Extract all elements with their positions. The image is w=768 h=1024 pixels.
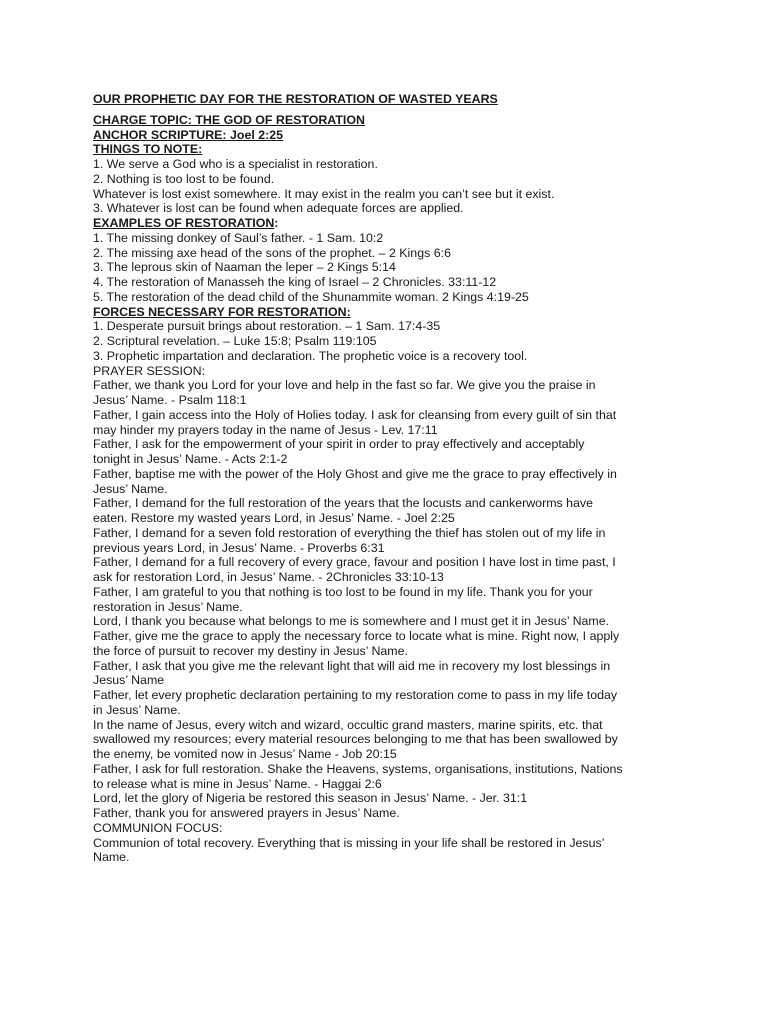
prayer-line: Father, let every prophetic declaration pertaining to my restoration come to pass in my life today xyxy=(93,688,618,702)
list-item: 2. Nothing is too lost to be found. xyxy=(93,171,275,186)
list-item: 4. The restoration of Manasseh the king of Israel – 2 Chronicles. 33:11-12 xyxy=(93,275,497,289)
forces-list xyxy=(93,319,683,363)
prayer-line: Jesus’ Name xyxy=(93,673,165,688)
prayer-line: Jesus’ Name. - Psalm 118:1 xyxy=(93,393,247,407)
examples-list xyxy=(93,231,683,305)
prayer-line: Father, I am grateful to you that nothing is too lost to be found in my life. Thank you for your xyxy=(93,584,593,599)
prayer-line: Father, I ask for full restoration. Shake the Heavens, systems, organisations, institutions, Nations xyxy=(93,761,623,776)
prayer-item xyxy=(93,614,683,629)
list-item: 5. The restoration of the dead child of the Shunammite woman. 2 Kings 4:19-25 xyxy=(93,289,529,304)
prayer-item xyxy=(93,629,683,659)
prayer-line: Lord, I thank you because what belongs to me is somewhere and I must get it in Jesus’ Name. xyxy=(93,614,610,629)
list-item: Whatever is lost exist somewhere. It may exist in the realm you can’t see but it exist. xyxy=(93,186,555,201)
prayer-item xyxy=(93,378,683,408)
prayer-line: eaten. Restore my wasted years Lord, in Jesus’ Name. - Joel 2:25 xyxy=(93,511,455,525)
prayer-item xyxy=(93,806,683,821)
prayer-line: the force of pursuit to recover my destiny in Jesus’ Name. xyxy=(93,643,408,658)
prayer-line: Father, we thank you Lord for your love and help in the fast so far. We give you the praise in xyxy=(93,378,596,393)
document-page xyxy=(93,92,683,865)
prayer-line: Father, I ask for the empowerment of your spirit in order to pray effectively and acceptably xyxy=(93,437,585,452)
prayer-item xyxy=(93,718,683,762)
communion-line: Communion of total recovery. Everything that is missing in your life shall be restored in Jesus’ xyxy=(93,835,605,850)
prayer-line: Jesus’ Name. xyxy=(93,481,168,496)
list-item: 3. Prophetic impartation and declaration. The prophetic voice is a recovery tool. xyxy=(93,348,528,363)
prayer-line: previous years Lord, in Jesus’ Name. - Proverbs 6:31 xyxy=(93,540,385,555)
prayer-item xyxy=(93,762,683,792)
list-item: 2. Scriptural revelation. – Luke 15:8; Psalm 119:105 xyxy=(93,334,377,348)
document-title: OUR PROPHETIC DAY FOR THE RESTORATION OF WASTED YEARS xyxy=(93,92,498,106)
prayer-line: restoration in Jesus’ Name. xyxy=(93,599,243,614)
prayer-list xyxy=(93,378,683,821)
prayer-line: Father, give me the grace to apply the necessary force to locate what is mine. Right now, I apply xyxy=(93,629,620,643)
list-item: 2. The missing axe head of the sons of the prophet. – 2 Kings 6:6 xyxy=(93,245,451,260)
things-to-note-list xyxy=(93,157,683,216)
prayer-line: Father, I demand for the full restoration of the years that the locusts and cankerworms have xyxy=(93,496,594,511)
list-item: 1. We serve a God who is a specialist in restoration. xyxy=(93,157,378,171)
communion-text xyxy=(93,836,683,866)
prayer-line: tonight in Jesus’ Name. - Acts 2:1-2 xyxy=(93,452,288,466)
prayer-line: Father, I demand for a full recovery of every grace, favour and position I have lost in time past, I xyxy=(93,555,616,570)
prayer-line: Father, baptise me with the power of the Holy Ghost and give me the grace to pray effectively in xyxy=(93,466,617,481)
prayer-item xyxy=(93,688,683,718)
prayer-line: may hinder my prayers today in the name of Jesus - Lev. 17:11 xyxy=(93,422,438,437)
prayer-item xyxy=(93,585,683,615)
charge-topic: CHARGE TOPIC: THE GOD OF RESTORATION xyxy=(93,112,365,127)
prayer-item xyxy=(93,526,683,556)
communion-heading: COMMUNION FOCUS: xyxy=(93,820,223,835)
prayer-line: Father, I gain access into the Holy of Holies today. I ask for cleansing from every guilt of sin that xyxy=(93,407,617,422)
prayer-line: In the name of Jesus, every witch and wizard, occultic grand masters, marine spirits, etc. that xyxy=(93,717,603,732)
prayer-item xyxy=(93,467,683,497)
prayer-line: to release what is mine in Jesus’ Name. - Haggai 2:6 xyxy=(93,776,382,791)
anchor-scripture: ANCHOR SCRIPTURE: Joel 2:25 xyxy=(93,127,284,142)
list-item: 3. Whatever is lost can be found when adequate forces are applied. xyxy=(93,201,464,216)
prayer-line: Father, I demand for a seven fold restoration of everything the thief has stolen out of my life in xyxy=(93,525,606,540)
forces-heading: FORCES NECESSARY FOR RESTORATION: xyxy=(93,304,351,319)
prayer-line: the enemy, be vomited now in Jesus’ Name - Job 20:15 xyxy=(93,747,397,761)
things-to-note-heading: THINGS TO NOTE: xyxy=(93,142,203,157)
prayer-line: Lord, let the glory of Nigeria be restored this season in Jesus’ Name. - Jer. 31:1 xyxy=(93,791,528,806)
prayer-item xyxy=(93,659,683,689)
prayer-line: ask for restoration Lord, in Jesus’ Name. - 2Chronicles 33:10-13 xyxy=(93,570,444,584)
prayer-session-heading: PRAYER SESSION: xyxy=(93,363,206,378)
examples-heading-colon: : xyxy=(274,216,279,230)
prayer-item xyxy=(93,555,683,585)
list-item: 1. The missing donkey of Saul’s father. - 1 Sam. 10:2 xyxy=(93,230,384,245)
prayer-item xyxy=(93,496,683,526)
prayer-line: Father, I ask that you give me the relevant light that will aid me in recovery my lost blessings in xyxy=(93,658,611,673)
prayer-line: in Jesus’ Name. xyxy=(93,702,181,717)
list-item: 1. Desperate pursuit brings about restoration. – 1 Sam. 17:4-35 xyxy=(93,319,441,334)
prayer-item xyxy=(93,408,683,438)
prayer-item xyxy=(93,437,683,467)
prayer-line: swallowed my resources; every material resources belonging to me that has been swallowed by xyxy=(93,732,618,747)
prayer-item xyxy=(93,791,683,806)
examples-heading-row xyxy=(93,216,683,231)
communion-line: Name. xyxy=(93,850,130,865)
prayer-line: Father, thank you for answered prayers in Jesus’ Name. xyxy=(93,806,400,820)
list-item: 3. The leprous skin of Naaman the leper – 2 Kings 5:14 xyxy=(93,260,396,275)
examples-heading: EXAMPLES OF RESTORATION xyxy=(93,216,275,230)
